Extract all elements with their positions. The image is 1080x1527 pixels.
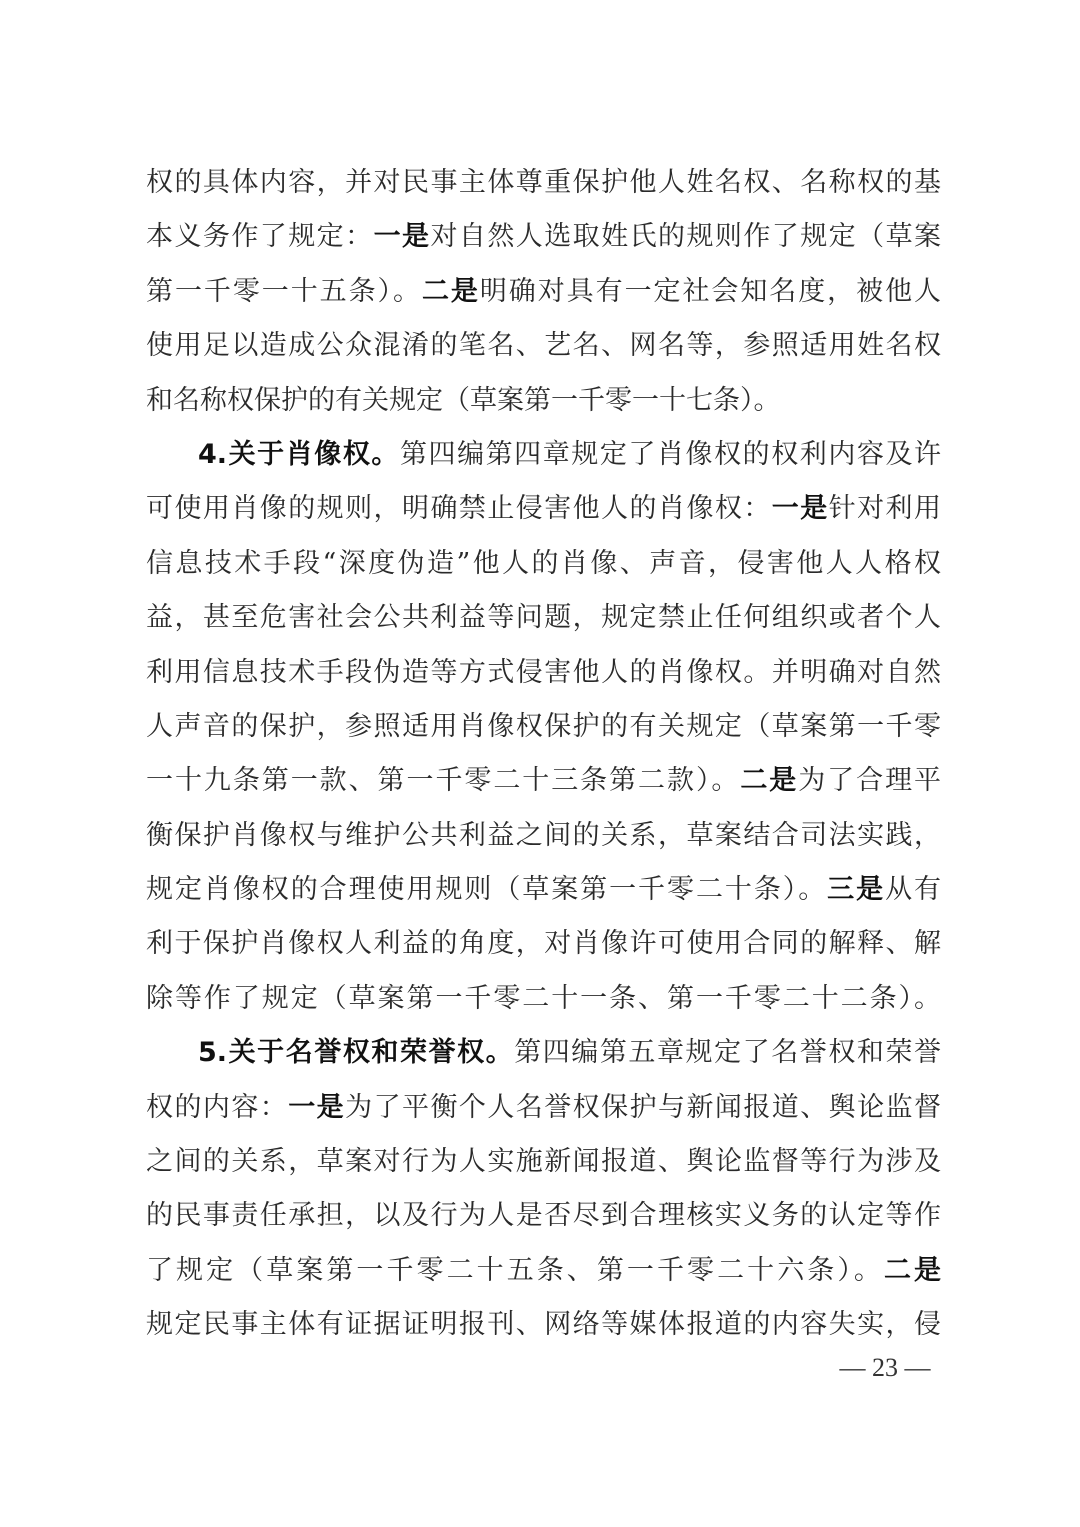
text-segment: 规定肖像权的合理使用规则（草案第一千零二十条）。 xyxy=(146,874,828,906)
text-segment: 一十九条第一款、第一千零二十三条第二款）。 xyxy=(146,765,741,797)
bold-text-segment: 5.关于名誉权和荣誉权。 xyxy=(198,1037,515,1069)
text-segment: 除等作了规定（草案第一千零二十一条、第一千零二十二条）。 xyxy=(146,982,941,1014)
bold-text-segment: 一是 xyxy=(373,221,431,253)
text-line xyxy=(146,646,941,700)
body-text xyxy=(146,156,941,1353)
bold-text-segment: 三是 xyxy=(827,874,886,906)
bold-text-segment: 4.关于肖像权。 xyxy=(198,438,400,470)
text-line xyxy=(146,210,941,264)
text-line xyxy=(146,972,941,1026)
text-segment: 利用信息技术手段伪造等方式侵害他人的肖像权。并明确对自然 xyxy=(146,656,941,688)
text-segment: 人声音的保护，参照适用肖像权保护的有关规定（草案第一千零 xyxy=(146,710,941,742)
text-line xyxy=(146,428,941,482)
text-line xyxy=(146,374,941,428)
text-line xyxy=(146,1244,941,1298)
text-segment: 了规定（草案第一千零二十五条、第一千零二十六条）。 xyxy=(146,1254,884,1286)
bold-text-segment: 二是 xyxy=(883,1254,941,1286)
text-segment: 第一千零一十五条）。 xyxy=(146,275,422,307)
text-segment: 之间的关系，草案对行为人实施新闻报道、舆论监督等行为涉及 xyxy=(146,1146,941,1178)
bold-text-segment: 二是 xyxy=(421,275,480,307)
text-line xyxy=(146,863,941,917)
text-segment: 可使用肖像的规则，明确禁止侵害他人的肖像权： xyxy=(146,493,772,525)
text-line xyxy=(146,1189,941,1243)
text-line xyxy=(146,700,941,754)
text-segment: 从有 xyxy=(885,874,941,906)
text-segment: 针对利用 xyxy=(828,493,941,525)
page-number: — 23 — xyxy=(839,1353,931,1382)
bold-text-segment: 一是 xyxy=(771,493,829,525)
text-line xyxy=(146,591,941,645)
text-segment: 信息技术手段“深度伪造”他人的肖像、声音，侵害他人人格权 xyxy=(146,547,941,579)
text-segment: 和名称权保护的有关规定（草案第一千零一十七条）。 xyxy=(146,384,781,416)
text-line xyxy=(146,319,941,373)
text-line xyxy=(146,1026,941,1080)
text-line xyxy=(146,482,941,536)
text-segment: 的民事责任承担，以及行为人是否尽到合理核实义务的认定等作 xyxy=(146,1200,941,1232)
text-segment: 为了合理平 xyxy=(798,765,941,797)
text-line xyxy=(146,754,941,808)
text-segment: 权的内容： xyxy=(146,1091,289,1123)
bold-text-segment: 二是 xyxy=(740,765,799,797)
bold-text-segment: 一是 xyxy=(288,1091,346,1123)
text-segment: 衡保护肖像权与维护公共利益之间的关系，草案结合司法实践， xyxy=(146,819,941,851)
text-line xyxy=(146,917,941,971)
text-segment: 第四编第五章规定了名誉权和荣誉 xyxy=(514,1037,941,1069)
text-segment: 对自然人选取姓氏的规则作了规定（草案 xyxy=(430,221,941,253)
text-segment: 利于保护肖像权人利益的角度，对肖像许可使用合同的解释、解 xyxy=(146,928,941,960)
text-line xyxy=(146,809,941,863)
text-segment: 益，甚至危害社会公共利益等问题，规定禁止任何组织或者个人 xyxy=(146,602,941,634)
text-line xyxy=(146,1135,941,1189)
text-segment: 第四编第四章规定了肖像权的权利内容及许 xyxy=(399,438,941,470)
text-segment: 本义务作了规定： xyxy=(146,221,374,253)
text-line xyxy=(146,1298,941,1352)
text-line xyxy=(146,537,941,591)
text-segment: 规定民事主体有证据证明报刊、网络等媒体报道的内容失实，侵 xyxy=(146,1309,941,1341)
text-segment: 明确对具有一定社会知名度，被他人 xyxy=(479,275,941,307)
text-line xyxy=(146,265,941,319)
text-line xyxy=(146,156,941,210)
text-line xyxy=(146,1081,941,1135)
text-segment: 使用足以造成公众混淆的笔名、艺名、网名等，参照适用姓名权 xyxy=(146,330,941,362)
text-segment: 为了平衡个人名誉权保护与新闻报道、舆论监督 xyxy=(345,1091,941,1123)
text-segment: 权的具体内容，并对民事主体尊重保护他人姓名权、名称权的基 xyxy=(146,167,941,198)
